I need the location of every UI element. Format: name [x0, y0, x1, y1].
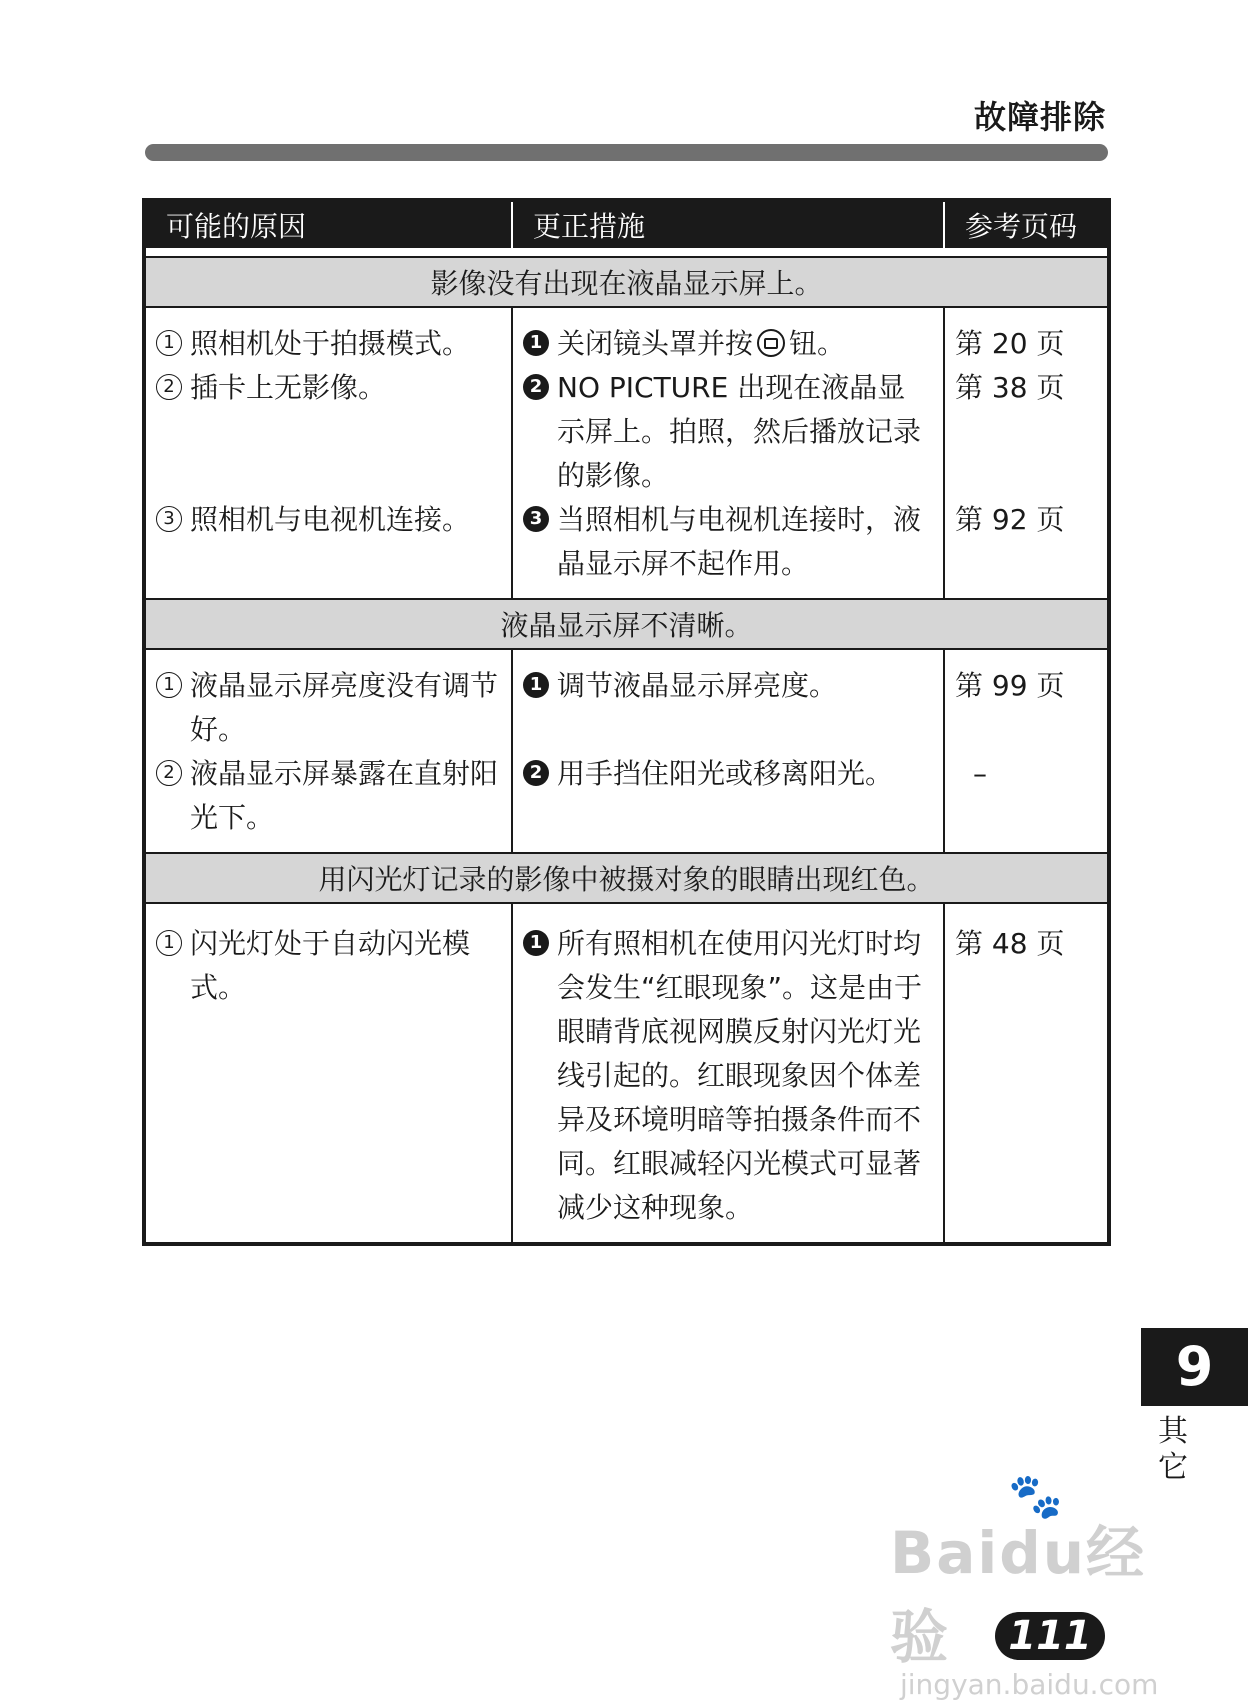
- section-title: 影像没有出现在液晶显示屏上。: [144, 257, 1109, 307]
- filled-number-1-icon: 1: [523, 672, 549, 698]
- watermark-url: jingyan.baidu.com: [900, 1668, 1159, 1701]
- table-header-row: [144, 200, 1109, 248]
- action-item: [523, 922, 933, 1230]
- watermark-logo: Baidu经验: [890, 1519, 1147, 1671]
- action-item: [523, 366, 933, 498]
- page-number-badge: 111: [995, 1612, 1105, 1660]
- chapter-label-char: 它: [1158, 1450, 1188, 1485]
- filled-number-1-icon: 1: [523, 930, 549, 956]
- action-item: [523, 498, 933, 586]
- table-row: [144, 903, 1109, 1244]
- section-title: 液晶显示屏不清晰。: [144, 599, 1109, 649]
- action-text: 调节液晶显示屏亮度。: [557, 669, 838, 702]
- reference-page: 第 99 页: [955, 669, 1065, 702]
- chapter-label: [1158, 1414, 1188, 1486]
- circled-number-1-icon: 1: [156, 672, 182, 698]
- cause-item: [156, 322, 501, 366]
- cause-item: [156, 498, 501, 542]
- reference-page: 第 48 页: [955, 927, 1065, 960]
- cause-text: 照相机处于拍摄模式。: [190, 327, 471, 360]
- action-text: 用手挡住阳光或移离阳光。: [557, 757, 894, 790]
- circled-number-3-icon: 3: [156, 506, 182, 532]
- chapter-label-char: 其: [1158, 1414, 1188, 1449]
- cause-text: 液晶显示屏亮度没有调节好。: [190, 669, 499, 746]
- action-text: 所有照相机在使用闪光灯时均会发生“红眼现象”。这是由于眼睛背底视网膜反射闪光灯光线引起的。红眼现象因个体差异及环境明暗等拍摄条件而不同。红眼减轻闪光模式可显著减少这种现象。: [557, 927, 923, 1224]
- cause-text: 闪光灯处于自动闪光模式。: [190, 927, 471, 1004]
- section-title: 用闪光灯记录的影像中被摄对象的眼睛出现红色。: [144, 853, 1109, 903]
- section-title-row: [144, 853, 1109, 903]
- action-item: [523, 322, 933, 366]
- action-cell: [512, 903, 944, 1244]
- filled-number-3-icon: 3: [523, 506, 549, 532]
- chapter-number-tab: 9: [1141, 1328, 1248, 1406]
- header-cause: 可能的原因: [144, 200, 512, 248]
- action-item: [523, 752, 933, 796]
- reference-page: 第 38 页: [955, 371, 1065, 404]
- reference-cell: [944, 903, 1109, 1244]
- header-action: 更正措施: [512, 200, 944, 248]
- action-text: 钮。: [789, 327, 846, 360]
- circled-number-1-icon: 1: [156, 930, 182, 956]
- header-reference: 参考页码: [944, 200, 1109, 248]
- cause-cell: [144, 649, 512, 853]
- circled-number-2-icon: 2: [156, 760, 182, 786]
- table-row: [144, 649, 1109, 853]
- header-divider-bar: [145, 144, 1108, 161]
- reference-cell: [944, 307, 1109, 599]
- filled-number-2-icon: 2: [523, 760, 549, 786]
- filled-number-2-icon: 2: [523, 374, 549, 400]
- page-header-title: 故障排除: [973, 98, 1106, 136]
- action-text: 关闭镜头罩并按: [557, 327, 754, 360]
- cause-item: [156, 366, 501, 410]
- cause-item: [156, 752, 501, 840]
- table-row: [144, 307, 1109, 599]
- cause-cell: [144, 903, 512, 1244]
- cause-text: 照相机与电视机连接。: [190, 503, 471, 536]
- reference-cell: [944, 649, 1109, 853]
- action-cell: [512, 307, 944, 599]
- troubleshooting-table: [142, 198, 1111, 1246]
- circled-number-1-icon: 1: [156, 330, 182, 356]
- section-title-row: [144, 599, 1109, 649]
- circled-number-2-icon: 2: [156, 374, 182, 400]
- reference-page: 第 20 页: [955, 327, 1065, 360]
- reference-page: –: [973, 757, 987, 790]
- action-cell: [512, 649, 944, 853]
- cause-text: 插卡上无影像。: [190, 371, 387, 404]
- reference-page: 第 92 页: [955, 503, 1065, 536]
- cause-item: [156, 922, 501, 1010]
- playback-button-icon: [757, 329, 785, 357]
- section-title-row: [144, 257, 1109, 307]
- paw-logo-icon: 🐾: [1008, 1471, 1063, 1522]
- action-item: [523, 664, 933, 708]
- action-text: NO PICTURE 出现在液晶显示屏上。拍照，然后播放记录的影像。: [557, 371, 922, 492]
- cause-item: [156, 664, 501, 752]
- cause-cell: [144, 307, 512, 599]
- action-text: 当照相机与电视机连接时，液晶显示屏不起作用。: [557, 503, 922, 580]
- cause-text: 液晶显示屏暴露在直射阳光下。: [190, 757, 499, 834]
- filled-number-1-icon: 1: [523, 330, 549, 356]
